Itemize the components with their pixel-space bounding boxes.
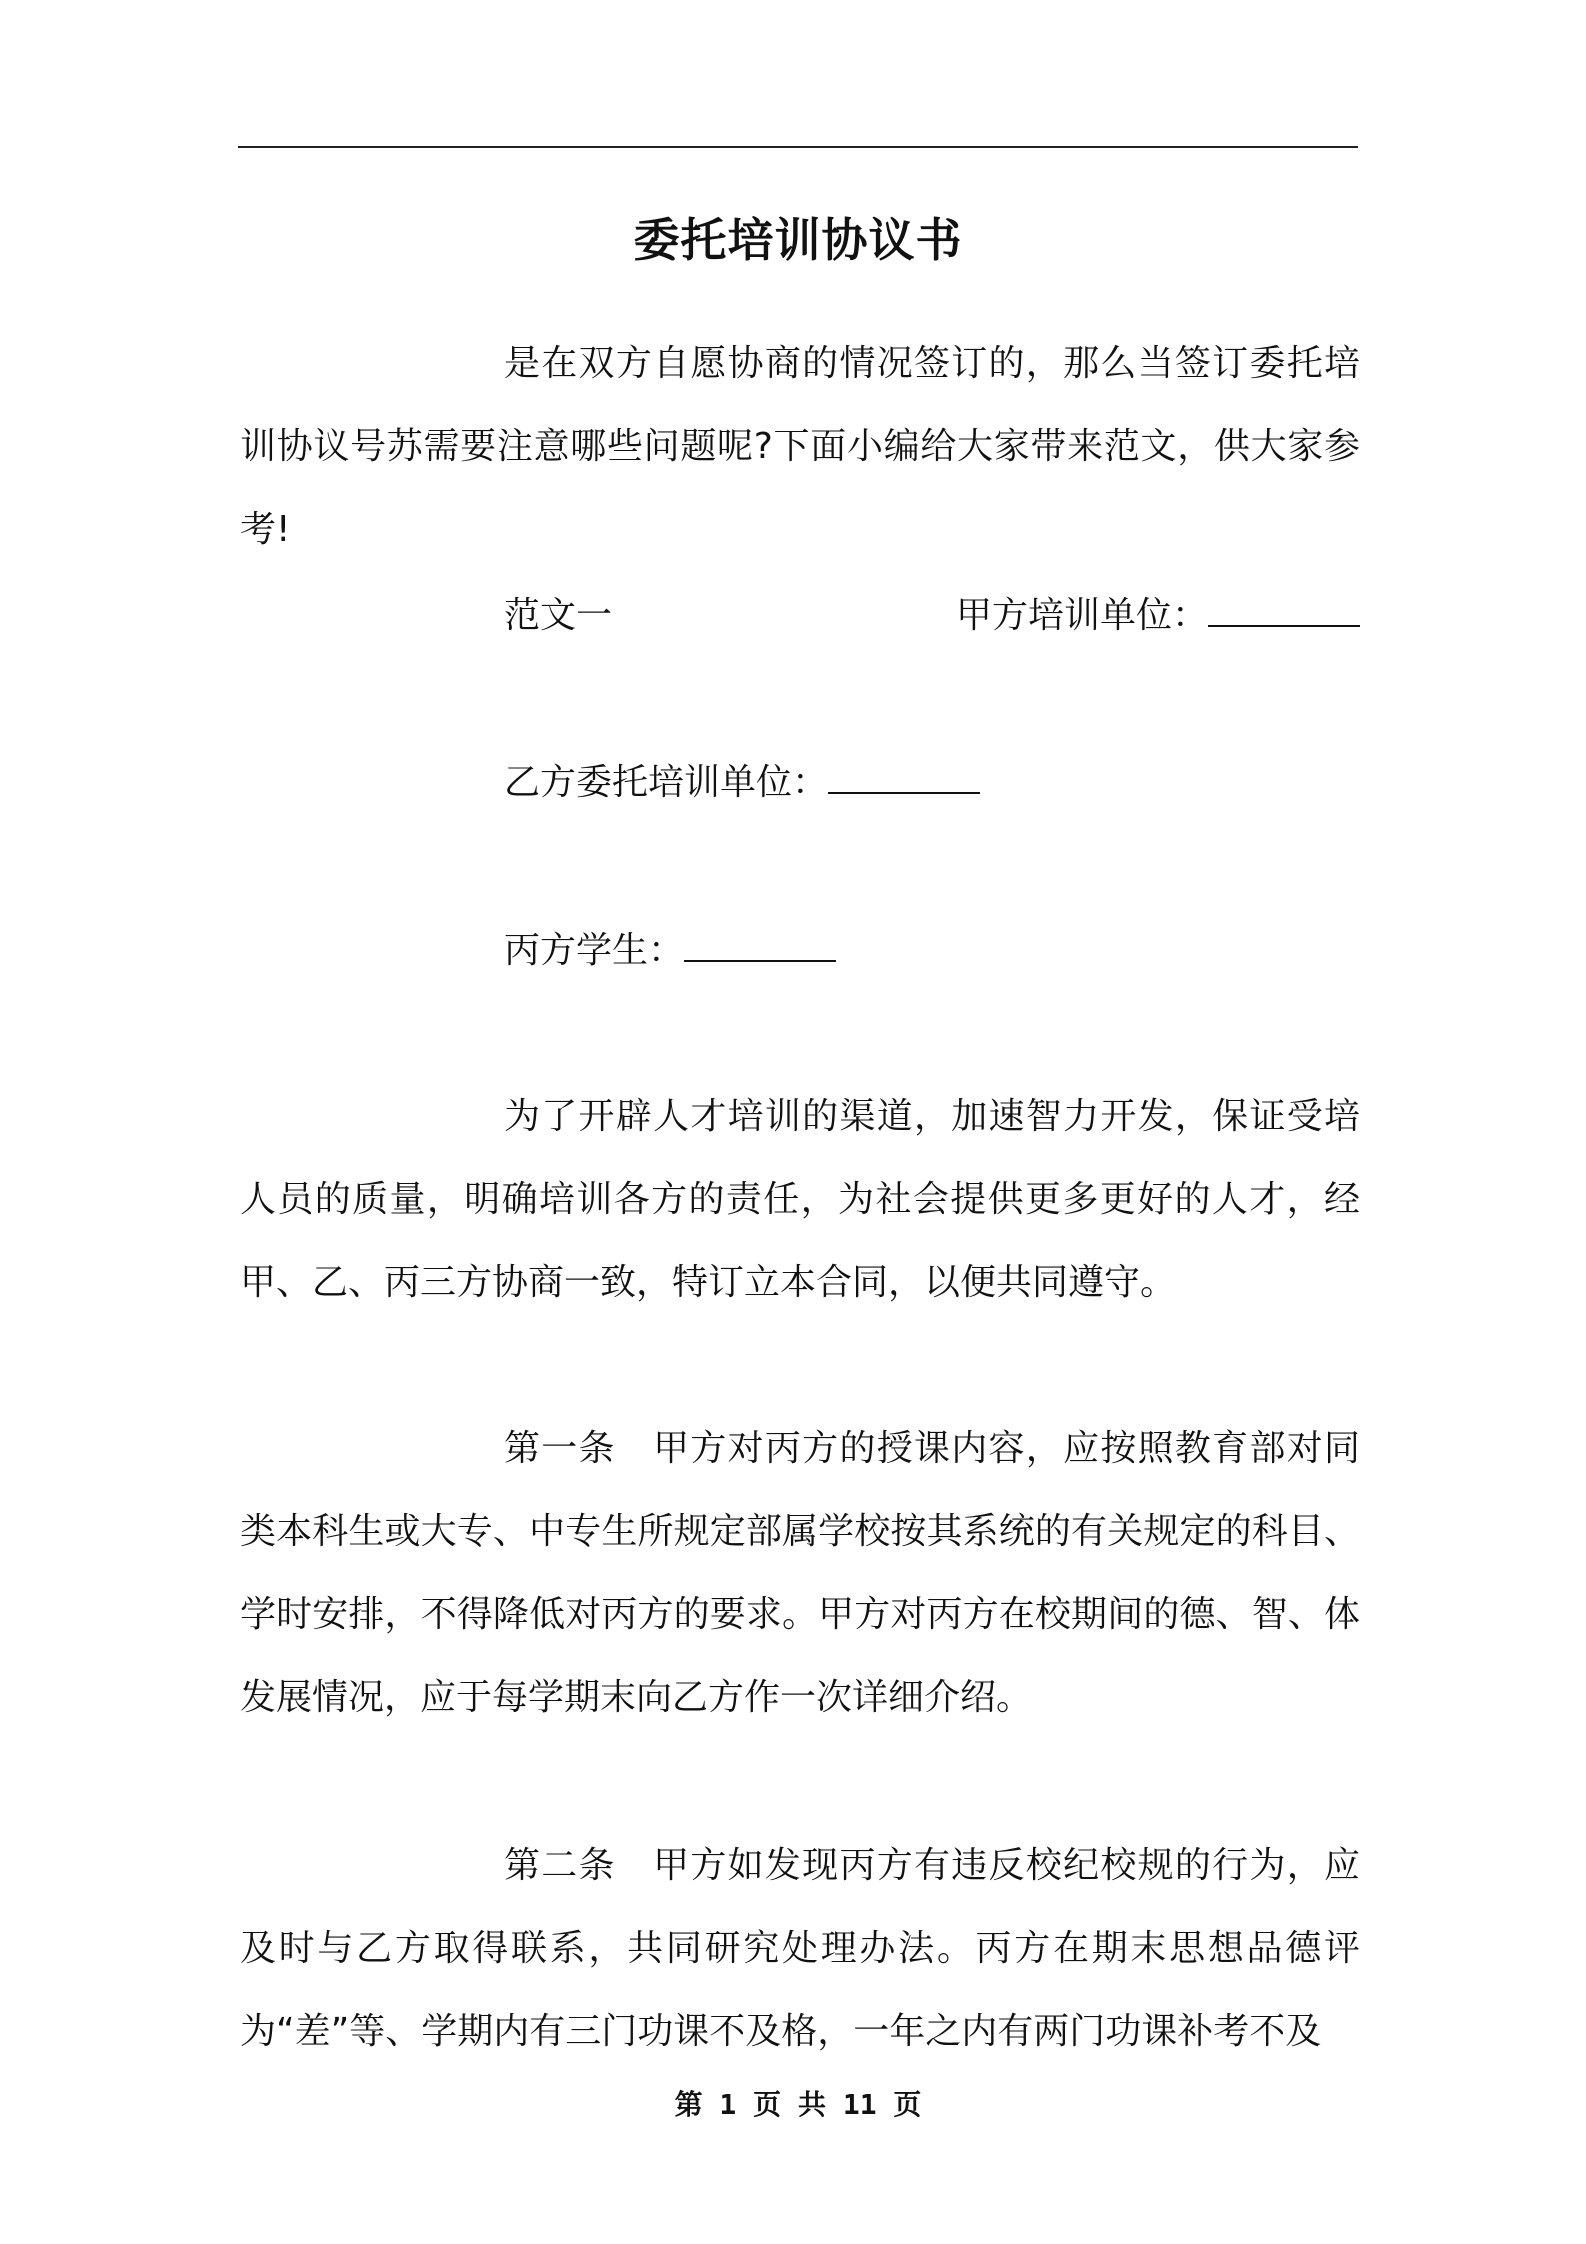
party-b-label: 乙方委托培训单位： bbox=[504, 762, 829, 803]
party-c-blank bbox=[684, 922, 836, 962]
article-1-paragraph: 第一条 甲方对丙方的授课内容，应按照教育部对同类本科生或大专、中专生所规定部属学校按其系统的有关规定的科目、学时安排，不得降低对丙方的要求。甲方对丙方在校期间的德、智、体发展情况，应于每学期末向乙方作一次详细介绍。 bbox=[240, 1428, 1360, 1718]
party-b-blank bbox=[828, 754, 980, 794]
preamble-paragraph: 为了开辟人才培训的渠道，加速智力开发，保证受培人员的质量，明确培训各方的责任，为社会提供更多更好的人才，经甲、乙、丙三方协商一致，特订立本合同，以便共同遵守。 bbox=[240, 1096, 1360, 1303]
party-c-field bbox=[504, 921, 836, 981]
party-a-field bbox=[956, 586, 1360, 646]
party-a-blank bbox=[1208, 587, 1360, 627]
intro-paragraph: 是在双方自愿协商的情况签订的，那么当签订委托培训协议号苏需要注意哪些问题呢?下面小编给大家带来范文，供大家参考! bbox=[240, 343, 1360, 550]
sample-label: 范文一 bbox=[504, 595, 613, 636]
party-c-label: 丙方学生： bbox=[504, 930, 685, 971]
page-number: 第 1 页 共 11 页 bbox=[674, 2088, 922, 2121]
header-rule bbox=[238, 146, 1358, 148]
document-title: 委托培训协议书 bbox=[633, 213, 963, 267]
party-b-field bbox=[504, 753, 980, 813]
party-a-label: 甲方培训单位： bbox=[956, 595, 1209, 636]
article-2-paragraph: 第二条 甲方如发现丙方有违反校纪校规的行为，应及时与乙方取得联系，共同研究处理办法。丙方在期末思想品德评为“差”等、学期内有三门功课不及格，一年之内有两门功课补考不及 bbox=[240, 1845, 1360, 2052]
